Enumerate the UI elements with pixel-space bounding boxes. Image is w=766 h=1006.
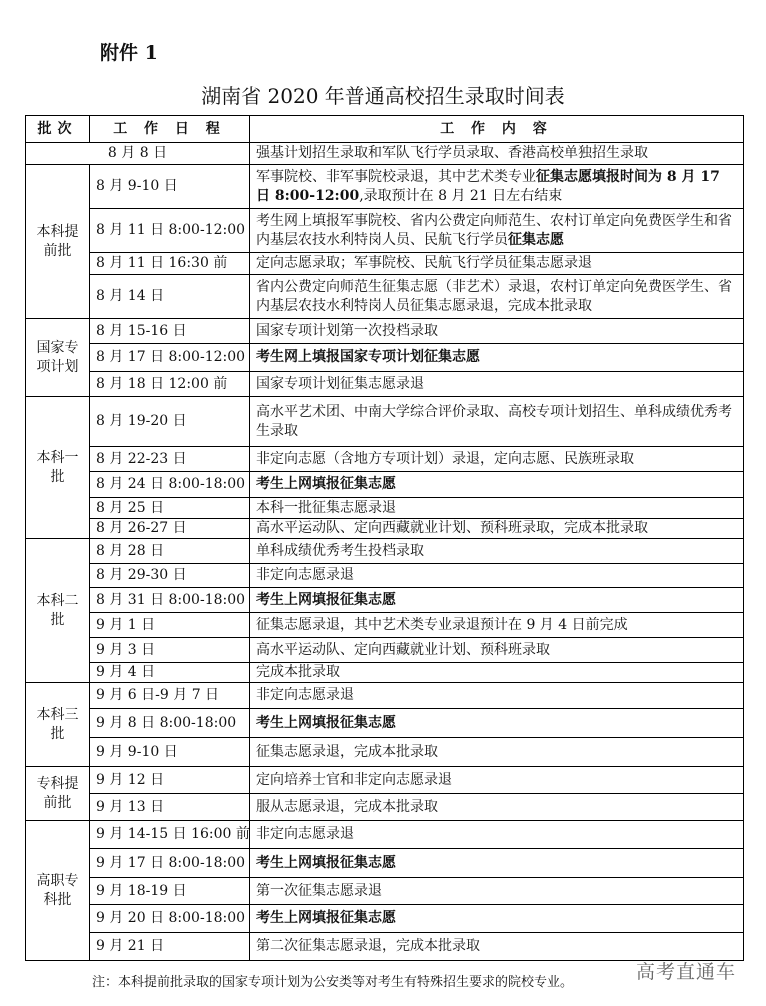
content-text: 服从志愿录退，完成本批录取: [256, 798, 438, 815]
schedule-date: 9 月 13 日: [90, 794, 250, 821]
work-content: [250, 738, 744, 767]
content-bold-text: 征集志愿: [508, 231, 564, 248]
table-row: [26, 519, 744, 539]
schedule-date: 8 月 26-27 日: [90, 519, 250, 539]
schedule-date: 9 月 4 日: [90, 663, 250, 683]
document-title: 湖南省 2020 年普通高校招生录取时间表: [201, 84, 565, 108]
table-row: [26, 767, 744, 794]
content-text: 征集志愿录退，完成本批录取: [256, 743, 438, 760]
content-text: 非定向志愿录退: [256, 687, 354, 703]
table-row: [26, 738, 744, 767]
work-content: [250, 821, 744, 849]
work-content: [250, 905, 744, 933]
schedule-date: 8 月 31 日 8:00-18:00: [90, 588, 250, 613]
work-content: [250, 344, 744, 372]
table-row: [26, 447, 744, 472]
watermark: 高考直通车: [635, 961, 736, 983]
table-row: [26, 143, 744, 165]
table-row: [26, 319, 744, 344]
batch-name: 高职专科批: [26, 821, 90, 961]
table-row: [26, 165, 744, 209]
schedule-date: 8 月 25 日: [90, 498, 250, 519]
schedule-table: [25, 115, 744, 961]
schedule-date: 9 月 8 日 8:00-18:00: [90, 709, 250, 738]
content-bold-text: 考生网上填报国家专项计划征集志愿: [256, 349, 480, 365]
work-content: [250, 275, 744, 319]
schedule-date: 9 月 14-15 日 16:00 前: [90, 821, 250, 849]
batch-name: 国家专项计划: [26, 319, 90, 397]
table-row: [26, 564, 744, 588]
schedule-date: 9 月 9-10 日: [90, 738, 250, 767]
schedule-date: 8 月 17 日 8:00-12:00: [90, 344, 250, 372]
schedule-date: 9 月 6 日-9 月 7 日: [90, 683, 250, 709]
table-row: [26, 498, 744, 519]
work-content: [250, 683, 744, 709]
table-row: [26, 472, 744, 498]
table-row: [26, 849, 744, 878]
content-text: ,录取预计在 8 月 21 日左右结束: [359, 187, 563, 204]
schedule-date: 8 月 15-16 日: [90, 319, 250, 344]
content-text: 考生网上填报军事院校、省内公费定向师范生、农村订单定向免费医学生和省内基层农技水利特岗人员、民航飞行学员: [256, 212, 732, 248]
schedule-date: 9 月 18-19 日: [90, 878, 250, 905]
batch-name: 本科三批: [26, 683, 90, 767]
table-row: [26, 683, 744, 709]
work-content: [250, 663, 744, 683]
content-text: 单科成绩优秀考生投档录取: [256, 542, 424, 559]
first-row-date: 8 月 8 日: [26, 143, 250, 165]
schedule-date: 8 月 14 日: [90, 275, 250, 319]
work-content: [250, 613, 744, 638]
schedule-date: 9 月 20 日 8:00-18:00: [90, 905, 250, 933]
batch-name: 本科一批: [26, 397, 90, 539]
content-bold-text: 考生上网填报征集志愿: [256, 591, 396, 608]
table-row: [26, 638, 744, 663]
work-content: [250, 319, 744, 344]
table-row: [26, 588, 744, 613]
work-content: [250, 539, 744, 564]
attachment-label: 附件 1: [100, 42, 158, 64]
schedule-date: 8 月 11 日 16:30 前: [90, 253, 250, 275]
schedule-date: 8 月 9-10 日: [90, 165, 250, 209]
work-content: [250, 209, 744, 253]
work-content: [250, 165, 744, 209]
schedule-date: 8 月 22-23 日: [90, 447, 250, 472]
work-content: [250, 878, 744, 905]
work-content: [250, 253, 744, 275]
content-text: 定向志愿录取；军事院校、民航飞行学员征集志愿录退: [256, 255, 592, 271]
work-content: [250, 767, 744, 794]
header-batch: 批次: [26, 116, 90, 143]
schedule-date: 9 月 17 日 8:00-18:00: [90, 849, 250, 878]
work-content: [250, 794, 744, 821]
table-row: [26, 663, 744, 683]
batch-name: 专科提前批: [26, 767, 90, 821]
content-text: 非定向志愿（含地方专项计划）录退，定向志愿、民族班录取: [256, 450, 634, 467]
work-content: [250, 564, 744, 588]
content-text: 国家专项计划第一次投档录取: [256, 322, 438, 339]
content-bold-text: 考生上网填报征集志愿: [256, 714, 396, 731]
first-row-content: 强基计划招生录取和军队飞行学员录取、香港高校单独招生录取: [250, 143, 744, 165]
table-row: [26, 253, 744, 275]
content-text: 高水平艺术团、中南大学综合评价录取、高校专项计划招生、单科成绩优秀考生录取: [256, 403, 732, 439]
work-content: [250, 638, 744, 663]
table-row: [26, 613, 744, 638]
content-text: 定向培养士官和非定向志愿录退: [256, 771, 452, 788]
content-text: 高水平运动队、定向西藏就业计划、预科班录取: [256, 641, 550, 658]
content-bold-text: 考生上网填报征集志愿: [256, 910, 396, 926]
work-content: [250, 498, 744, 519]
footnote: 注：本科提前批录取的国家专项计划为公安类等对考生有特殊招生要求的院校专业。: [92, 975, 574, 990]
table-row: [26, 821, 744, 849]
schedule-date: 9 月 21 日: [90, 933, 250, 961]
content-text: 完成本批录取: [256, 664, 340, 680]
work-content: [250, 397, 744, 447]
content-text: 第二次征集志愿录退，完成本批录取: [256, 938, 480, 954]
table-row: [26, 344, 744, 372]
content-bold-text: 征集志愿填报时间为 8 月 17 日 8:00-12:00: [256, 168, 720, 204]
table-header-row: [26, 116, 744, 143]
table-row: [26, 794, 744, 821]
work-content: [250, 588, 744, 613]
work-content: [250, 849, 744, 878]
work-content: [250, 372, 744, 397]
table-body: [26, 143, 744, 961]
table-row: [26, 709, 744, 738]
table-row: [26, 905, 744, 933]
content-text: 征集志愿录退，其中艺术类专业录退预计在 9 月 4 日前完成: [256, 616, 628, 633]
table-row: [26, 372, 744, 397]
content-text: 军事院校、非军事院校录退，其中艺术类专业: [256, 168, 536, 185]
table-row: [26, 397, 744, 447]
content-bold-text: 考生上网填报征集志愿: [256, 476, 396, 492]
schedule-date: 9 月 12 日: [90, 767, 250, 794]
schedule-date: 8 月 29-30 日: [90, 564, 250, 588]
header-content: 工 作 内 容: [250, 116, 744, 143]
content-text: 非定向志愿录退: [256, 567, 354, 583]
schedule-date: 8 月 11 日 8:00-12:00: [90, 209, 250, 253]
work-content: [250, 519, 744, 539]
table-row: [26, 275, 744, 319]
work-content: [250, 447, 744, 472]
table-row: [26, 539, 744, 564]
schedule-date: 9 月 3 日: [90, 638, 250, 663]
table-row: [26, 878, 744, 905]
schedule-date: 8 月 28 日: [90, 539, 250, 564]
schedule-date: 8 月 24 日 8:00-18:00: [90, 472, 250, 498]
work-content: [250, 709, 744, 738]
schedule-date: 8 月 18 日 12:00 前: [90, 372, 250, 397]
batch-name: 本科提前批: [26, 165, 90, 319]
content-text: 本科一批征集志愿录退: [256, 499, 396, 516]
schedule-date: 9 月 1 日: [90, 613, 250, 638]
table-row: [26, 209, 744, 253]
work-content: [250, 472, 744, 498]
content-text: 非定向志愿录退: [256, 826, 354, 842]
header-schedule: 工 作 日 程: [90, 116, 250, 143]
batch-name: 本科二批: [26, 539, 90, 683]
content-text: 第一次征集志愿录退: [256, 882, 382, 899]
schedule-date: 8 月 19-20 日: [90, 397, 250, 447]
content-text: 省内公费定向师范生征集志愿（非艺术）录退，农村订单定向免费医学生、省内基层农技水利特岗人员征集志愿录退，完成本批录取: [256, 278, 732, 314]
content-text: 国家专项计划征集志愿录退: [256, 375, 424, 392]
content-text: 高水平运动队、定向西藏就业计划、预科班录取，完成本批录取: [256, 520, 648, 536]
content-bold-text: 考生上网填报征集志愿: [256, 854, 396, 871]
